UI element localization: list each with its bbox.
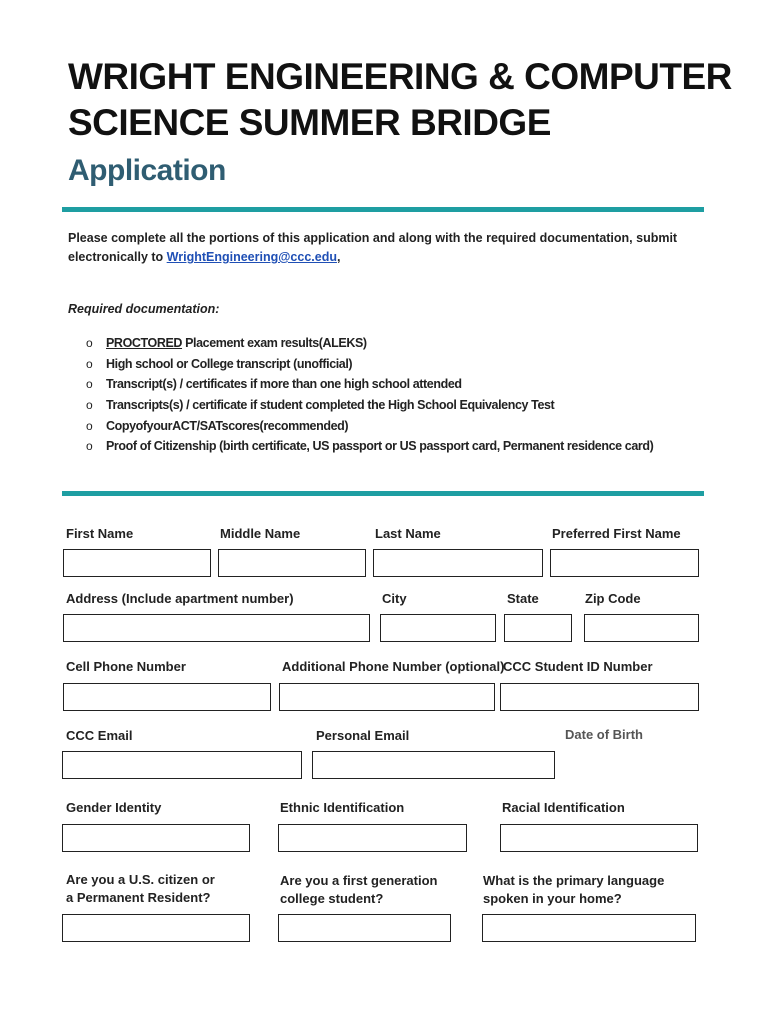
top-divider [62,207,704,212]
required-docs-list [86,333,653,457]
list-item [86,374,653,395]
zip-code-field[interactable] [584,614,699,642]
last-name-field[interactable] [373,549,543,577]
citizen-field[interactable] [62,914,250,942]
citizen-question-line-1: Are you a U.S. citizen or [66,872,215,887]
first-name-label: First Name [66,526,134,541]
intro-text: Please complete all the portions of this application and along with the required documentation, submit electronically to [68,231,678,264]
bullet-icon: o [86,336,93,350]
ethnic-identification-label: Ethnic Identification [280,800,405,815]
city-field[interactable] [380,614,496,642]
document-subtitle: Application [68,154,226,187]
bullet-icon: o [86,356,93,371]
list-item-text: CopyofyourACT/SATscores(recommended) [106,418,349,433]
personal-email-label: Personal Email [316,728,410,743]
list-item-text: Transcript(s) / certificates if more than one high school attended [106,377,462,392]
first-gen-question-line-2: college student? [280,891,384,906]
first-name-field[interactable] [63,549,211,577]
student-id-label: CCC Student ID Number [503,659,653,674]
date-of-birth-label: Date of Birth [565,727,643,742]
language-field[interactable] [482,914,696,942]
preferred-first-name-field[interactable] [550,549,699,577]
first-gen-question-label [280,872,437,908]
language-question-label [483,872,664,908]
gender-identity-label: Gender Identity [66,800,162,815]
list-item [86,436,653,457]
bullet-icon: o [86,398,93,413]
list-item-text: Proof of Citizenship (birth certificate, US passport or US passport card, Permanent residence card) [106,439,654,454]
title-line-1: WRIGHT ENGINEERING & COMPUTER [68,56,732,97]
city-label: City [382,591,407,606]
racial-identification-field[interactable] [500,824,698,852]
middle-name-field[interactable] [218,549,366,577]
ccc-email-field[interactable] [62,751,302,779]
first-gen-question-line-1: Are you a first generation [280,873,438,888]
email-link[interactable]: WrightEngineering@ccc.edu [166,250,337,264]
bullet-icon: o [86,418,93,433]
list-item [86,354,653,375]
list-item-text: Placement exam results(ALEKS) [182,336,367,350]
state-field[interactable] [504,614,572,642]
list-item [86,416,653,437]
document-title [68,54,732,146]
bullet-icon: o [86,439,93,454]
list-item-text: High school or College transcript (unofficial) [106,356,353,371]
citizen-question-line-2: a Permanent Resident? [66,890,211,905]
language-question-line-1: What is the primary language [483,873,665,888]
last-name-label: Last Name [375,526,441,541]
intro-text-end: , [336,250,341,264]
bullet-icon: o [86,377,93,392]
additional-phone-label: Additional Phone Number (optional) [282,659,505,674]
racial-identification-label: Racial Identification [502,800,625,815]
title-line-2: SCIENCE SUMMER BRIDGE [68,102,551,143]
list-item [86,395,653,416]
ethnic-identification-field[interactable] [278,824,467,852]
middle-name-label: Middle Name [220,526,301,541]
required-docs-heading: Required documentation: [68,302,220,316]
intro-paragraph [68,229,708,267]
cell-phone-field[interactable] [63,683,271,711]
language-question-line-2: spoken in your home? [483,891,622,906]
cell-phone-label: Cell Phone Number [66,659,186,674]
citizen-question-label [66,871,215,907]
list-item-text: Transcripts(s) / certificate if student completed the High School Equivalency Test [106,398,555,413]
list-item-emphasis: PROCTORED [106,336,183,350]
first-gen-field[interactable] [278,914,451,942]
address-field[interactable] [63,614,370,642]
preferred-first-name-label: Preferred First Name [552,526,681,541]
state-label: State [507,591,539,606]
student-id-field[interactable] [500,683,699,711]
gender-identity-field[interactable] [62,824,250,852]
list-item [86,333,653,354]
ccc-email-label: CCC Email [66,728,133,743]
address-label: Address (Include apartment number) [66,591,294,606]
personal-email-field[interactable] [312,751,555,779]
zip-code-label: Zip Code [585,591,641,606]
additional-phone-field[interactable] [279,683,495,711]
form-divider [62,491,704,496]
